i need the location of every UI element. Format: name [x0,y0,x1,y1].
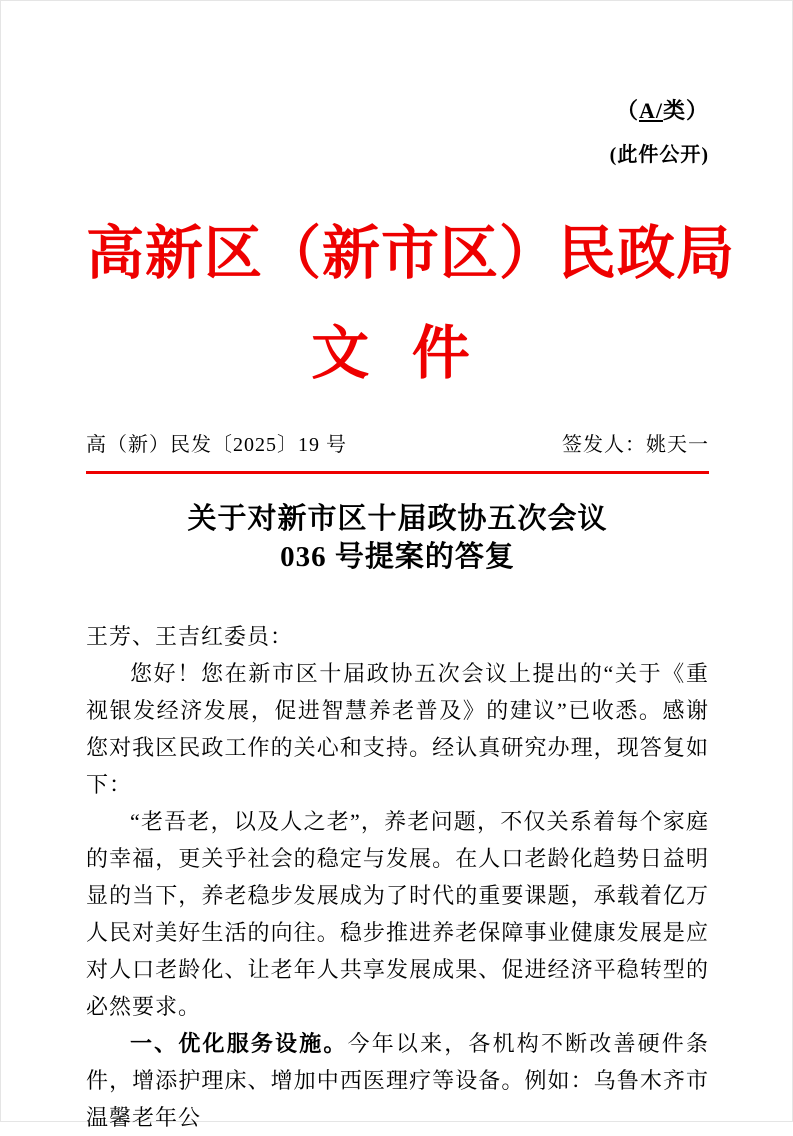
issuing-agency-name: 高新区（新市区）民政局 [86,221,736,286]
document-title [86,500,709,576]
classification-suffix: 类） [662,98,709,123]
classification-prefix: （ [615,98,639,123]
classification-label [86,96,709,126]
public-disclosure-note: (此件公开) [609,144,709,166]
body-paragraph-3-text: 今年以来，各机构不断改善硬件条件，增添护理床、增加中西医理疗等设备。例如：乌鲁木齐市温馨老年公 [86,1031,709,1130]
document-title-line1: 关于对新市区十届政协五次会议 [187,503,608,535]
document-title-line2: 036 号提案的答复 [280,541,515,573]
document-number: 高（新）民发〔2025〕19 号 [86,434,347,456]
body-paragraph-3 [86,1025,709,1136]
red-divider-rule [86,471,709,474]
body-paragraph-2: “老吾老，以及人之老”，养老问题，不仅关系着每个家庭的幸福，更关乎社会的稳定与发展。在人口老龄化趋势日益明显的当下，养老稳步发展成为了时代的重要课题，承载着亿万人民对美好生活的向往。稳步推进养老保障事业健康发展是应对人口老龄化、让老年人共享发展成果、促进经济平稳转型的必然要求。 [86,809,709,1019]
document-body [86,618,709,1136]
body-paragraph-3-heading: 一、优化服务设施。 [130,1031,348,1056]
salutation: 王芳、王吉红委员： [86,624,294,649]
reference-row [86,428,709,457]
red-letterhead [86,214,736,392]
body-paragraph-1: 您好！您在新市区十届政协五次会议上提出的“关于《重视银发经济发展，促进智慧养老普及》的建议”已收悉。感谢您对我区民政工作的关心和支持。经认真研究办理，现答复如下： [86,661,709,797]
document-word: 文 件 [311,321,484,386]
classification-block [86,96,709,170]
classification-code: A/ [638,98,663,123]
issuer-name: 签发人：姚天一 [562,434,709,456]
